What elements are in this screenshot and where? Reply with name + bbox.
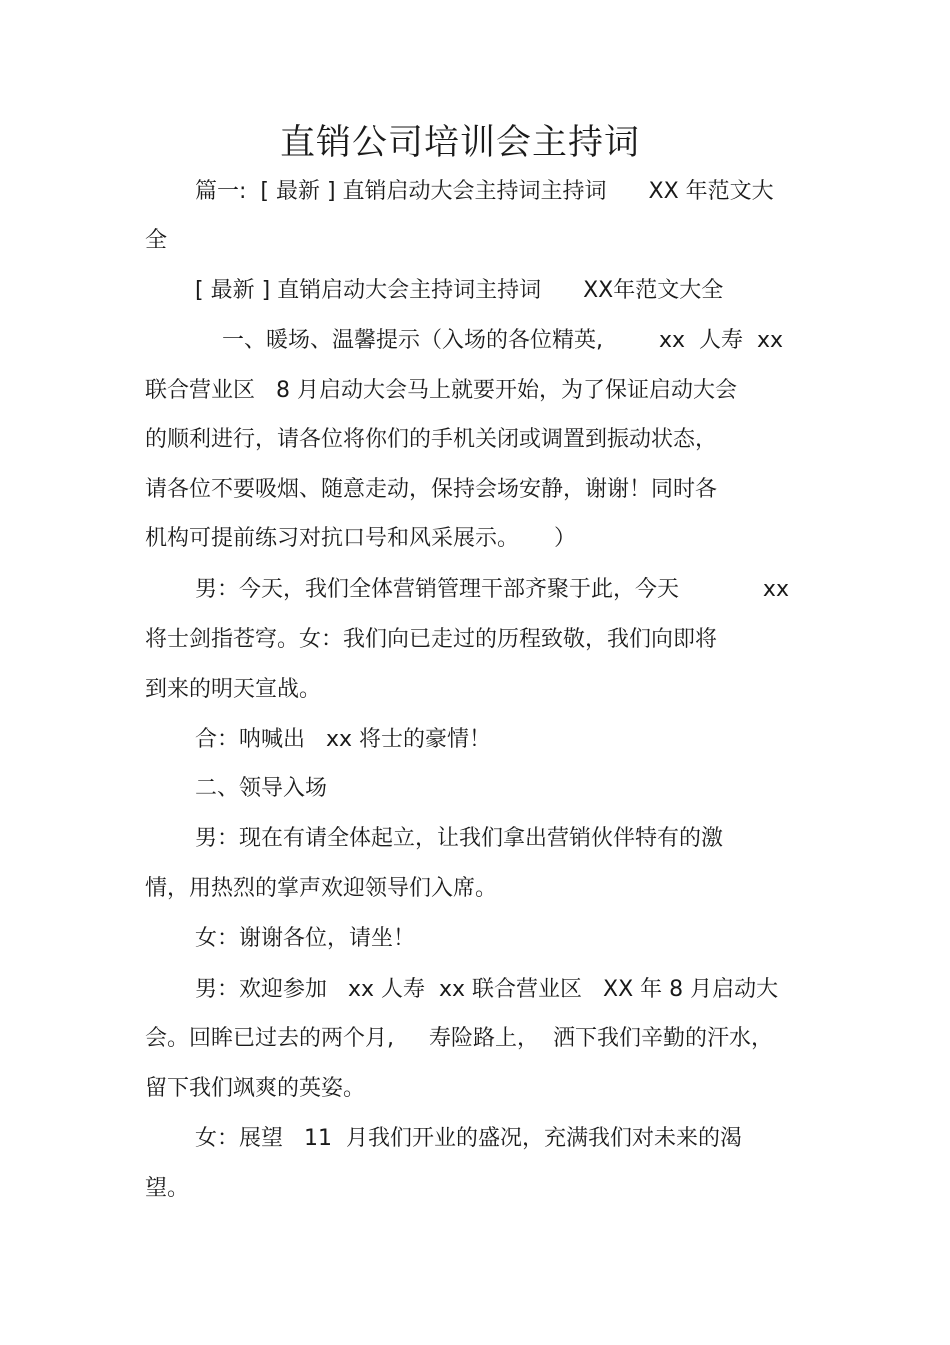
paragraph-line: 将士剑指苍穹。女：我们向已走过的历程致敬，我们向即将 [145,627,718,652]
paragraph-line: 二、领导入场 [195,776,328,801]
paragraph-line: 男：今天，我们全体营销管理干部齐聚于此，今天 xx [195,577,789,602]
paragraph-line: 留下我们飒爽的英姿。 [145,1076,366,1101]
paragraph-line: 一、暖场、温馨提示（入场的各位精英, xx 人寿 xx [222,328,783,353]
paragraph-line: 女：谢谢各位，请坐！ [195,926,416,951]
paragraph-line: 联合营业区 8 月启动大会马上就要开始，为了保证启动大会 [145,378,737,403]
paragraph-line: 机构可提前练习对抗口号和风采展示。 ） [145,526,576,551]
paragraph-line: 女：展望 11 月我们开业的盛况，充满我们对未来的渴 [195,1126,742,1151]
paragraph-line: 到来的明天宣战。 [145,677,322,702]
paragraph-line: 会。回眸已过去的两个月, 寿险路上， 洒下我们辛勤的汗水， [145,1026,773,1051]
paragraph-line: 的顺利进行，请各位将你们的手机关闭或调置到振动状态， [145,427,718,452]
paragraph-line: 请各位不要吸烟、随意走动，保持会场安静，谢谢！同时各 [145,477,718,502]
paragraph-line: 男：欢迎参加 xx 人寿 xx 联合营业区 XX 年 8 月启动大 [195,977,779,1002]
paragraph-line: 情，用热烈的掌声欢迎领导们入席。 [145,876,498,901]
paragraph-line: 合：呐喊出 xx 将士的豪情！ [195,727,492,752]
paragraph-line: [ 最新 ] 直销启动大会主持词主持词 XX年范文大全 [195,278,724,303]
paragraph-line: 全 [145,228,168,253]
document-title: 直销公司培训会主持词 [279,123,640,163]
paragraph-line: 男：现在有请全体起立，让我们拿出营销伙伴特有的激 [195,826,724,851]
paragraph-line: 望。 [145,1176,190,1201]
paragraph-line: 篇一: [ 最新 ] 直销启动大会主持词主持词 XX 年范文大 [195,179,774,204]
